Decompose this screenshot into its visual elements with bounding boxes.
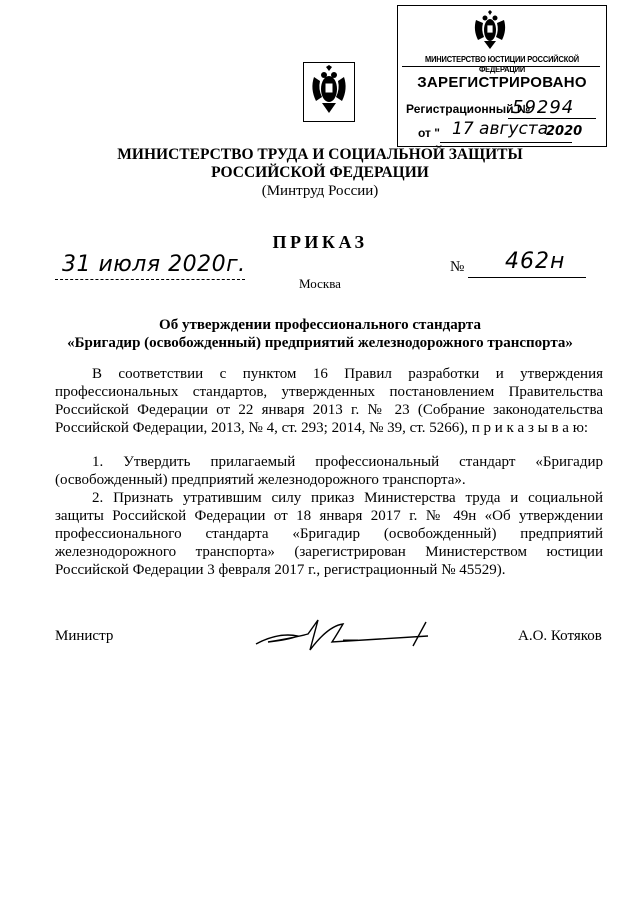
stamp-date-value: 17 августа [452, 119, 549, 139]
stamp-divider [402, 66, 600, 67]
handwritten-signature [248, 612, 433, 660]
stamp-number-label: Регистрационный № [406, 102, 531, 116]
order-city: Москва [299, 276, 341, 291]
body-paragraph-2: 1. Утвердить прилагаемый профессиональный стандарт «Бригадир (освобожденный) предприятий железнодорожного транспорта». [55, 454, 603, 488]
order-number-handwritten: 462н [505, 249, 566, 274]
signer-position: Министр [55, 628, 114, 644]
stamp-emblem-icon [470, 10, 510, 50]
ministry-name-line1: МИНИСТЕРСТВО ТРУДА И СОЦИАЛЬНОЙ ЗАЩИТЫ [117, 146, 523, 163]
ministry-short-name: (Минтруд России) [261, 183, 379, 199]
ministry-emblem [303, 62, 355, 122]
body-paragraph-3: 2. Признать утратившим силу приказ Министерства труда и социальной защиты Российской Федерации от 18 января 2017 г. № 49н «Об утверждении профессионального стандарта «Бригадир (освобожденный) предприятий железнодорожного транспорта» (зарегистрирован Министерством юстиции Российской Федерации 3 февраля 2017 г., регистрационный № 45529). [55, 490, 603, 578]
subject-line1: Об утверждении профессионального стандарта [159, 317, 481, 333]
stamp-year: 2020 [546, 124, 583, 139]
stamp-number-value: 59294 [512, 97, 575, 118]
stamp-date-underline [440, 142, 572, 143]
ministry-name [0, 146, 640, 182]
order-number-label: № [450, 259, 465, 275]
registration-stamp [397, 5, 607, 147]
order-date-handwritten: 31 июля 2020г. [62, 252, 246, 277]
stamp-status: ЗАРЕГИСТРИРОВАНО [417, 74, 587, 91]
stamp-ministry-name: МИНИСТЕРСТВО ЮСТИЦИИ РОССИЙСКОЙ ФЕДЕРАЦИИ [425, 54, 579, 74]
coat-of-arms-icon [304, 63, 354, 121]
signer-name: А.О. Котяков [518, 628, 602, 644]
subject-line2: «Бригадир (освобожденный) предприятий железнодорожного транспорта» [67, 335, 573, 351]
order-title: ПРИКАЗ [272, 232, 368, 252]
body-paragraph-1: В соответствии с пунктом 16 Правил разработки и утверждения профессиональных стандартов, утвержденных постановлением Правительства Российской Федерации от 22 января 2013 г. № 23 (Собрание законодательства Российской Федерации, 2013, № 4, ст. 293; 2014, № 39, ст. 5266), п р и к а з ы в а ю: [55, 366, 603, 436]
ministry-name-line2: РОССИЙСКОЙ ФЕДЕРАЦИИ [211, 164, 429, 181]
order-subject [0, 316, 640, 352]
stamp-date-label: от " [418, 126, 440, 140]
